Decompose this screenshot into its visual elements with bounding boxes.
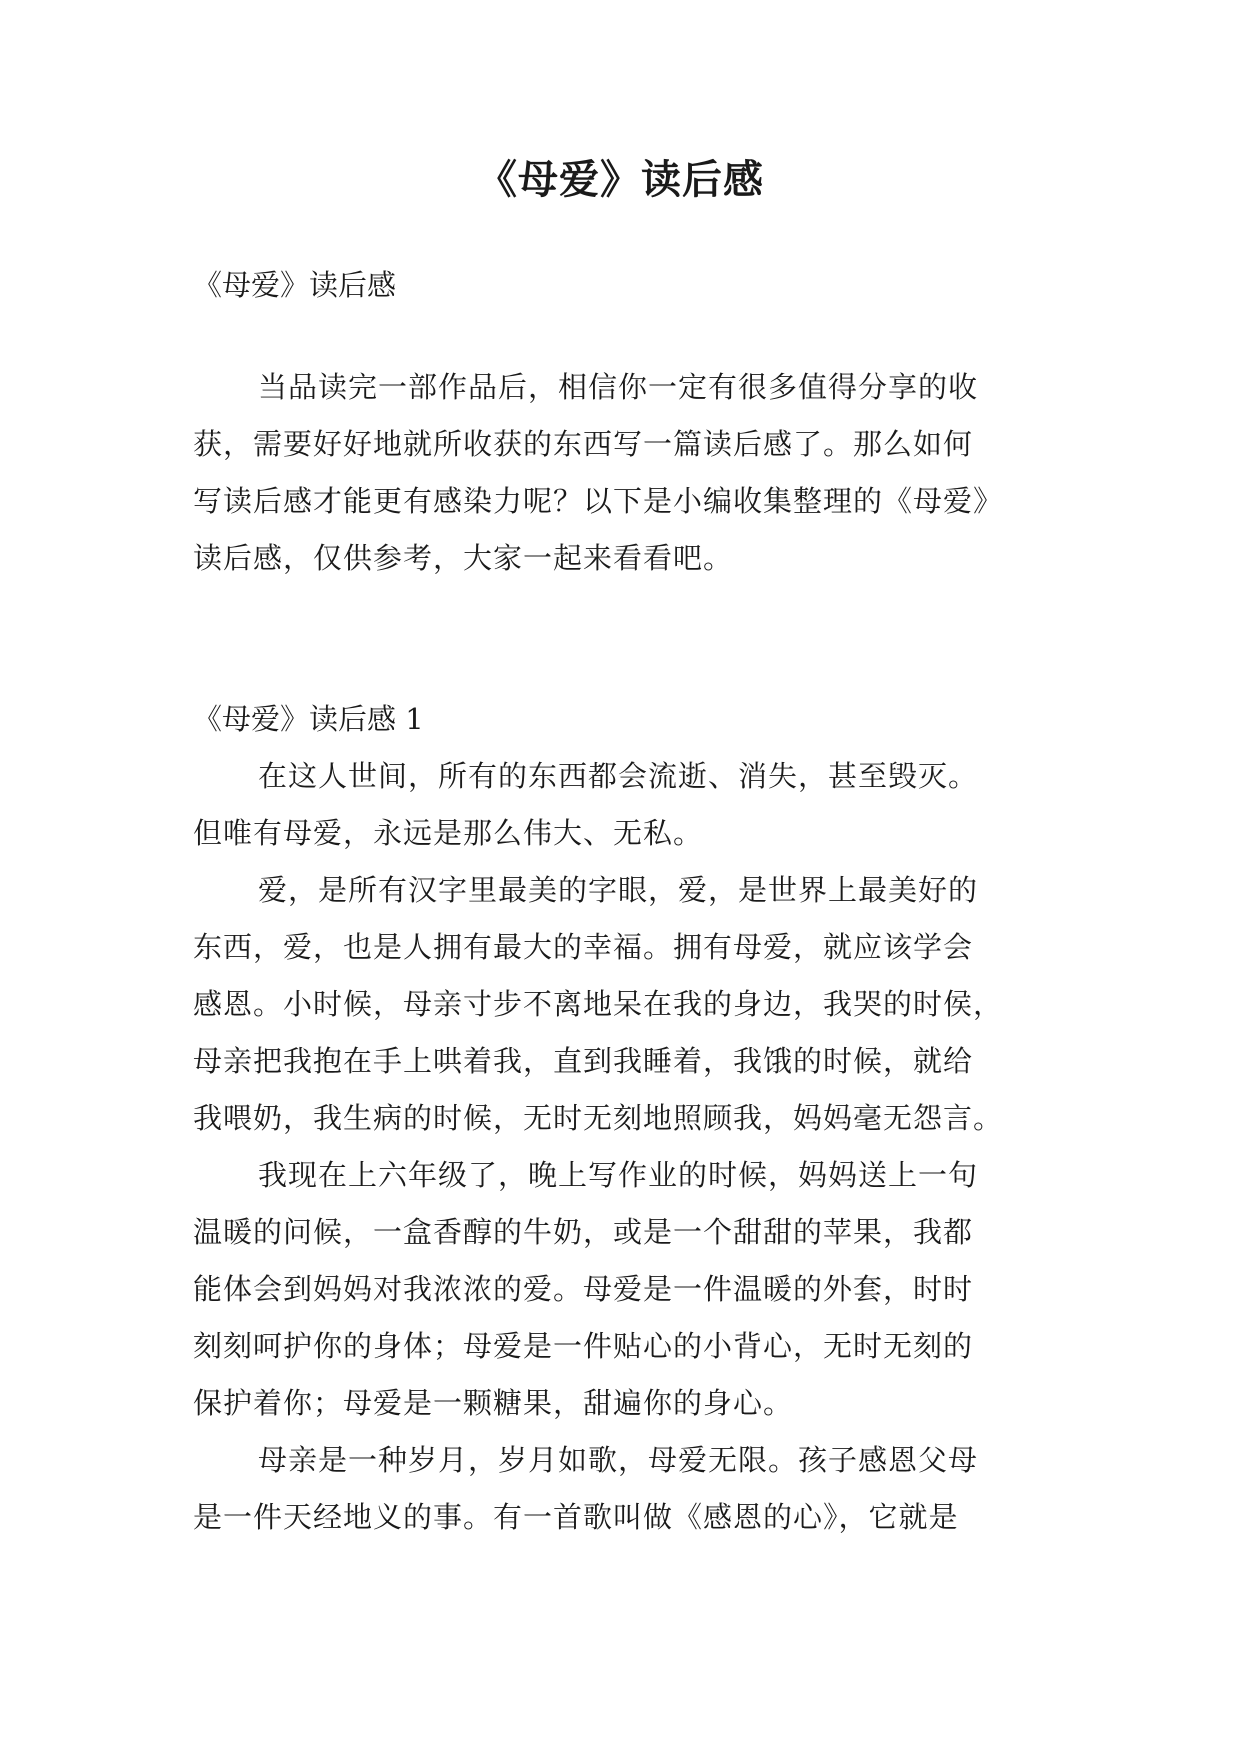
intro-line: 获，需要好好地就所收获的东西写一篇读后感了。那么如何: [193, 427, 974, 461]
body-line: 感恩。小时候，母亲寸步不离地呆在我的身边，我哭的时侯，: [193, 987, 1004, 1021]
intro-line: 当品读完一部作品后，相信你一定有很多值得分享的收: [258, 370, 979, 404]
body-line: 东西，爱，也是人拥有最大的幸福。拥有母爱，就应该学会: [193, 930, 974, 964]
body-line: 我现在上六年级了，晚上写作业的时候，妈妈送上一句: [258, 1158, 979, 1192]
body-line: 爱，是所有汉字里最美的字眼，爱，是世界上最美好的: [258, 873, 979, 907]
document-subtitle: 《母爱》读后感: [193, 268, 397, 302]
section-heading: 《母爱》读后感 1: [193, 702, 424, 736]
body-line: 在这人世间，所有的东西都会流逝、消失，甚至毁灭。: [258, 759, 979, 793]
body-line: 我喂奶，我生病的时候，无时无刻地照顾我，妈妈毫无怨言。: [193, 1101, 1004, 1135]
body-line: 能体会到妈妈对我浓浓的爱。母爱是一件温暖的外套，时时: [193, 1272, 974, 1306]
body-line: 保护着你；母爱是一颗糖果，甜遍你的身心。: [193, 1386, 794, 1420]
document-title: 《母爱》读后感: [477, 156, 764, 203]
body-line: 温暖的问候，一盒香醇的牛奶，或是一个甜甜的苹果，我都: [193, 1215, 974, 1249]
body-line: 母亲把我抱在手上哄着我，直到我睡着，我饿的时候，就给: [193, 1044, 974, 1078]
intro-line: 读后感，仅供参考，大家一起来看看吧。: [193, 541, 734, 575]
body-line: 是一件天经地义的事。有一首歌叫做《感恩的心》，它就是: [193, 1500, 959, 1534]
body-line: 但唯有母爱，永远是那么伟大、无私。: [193, 816, 704, 850]
body-line: 母亲是一种岁月，岁月如歌，母爱无限。孩子感恩父母: [258, 1443, 979, 1477]
intro-line: 写读后感才能更有感染力呢？以下是小编收集整理的《母爱》: [193, 484, 1004, 518]
body-line: 刻刻呵护你的身体；母爱是一件贴心的小背心，无时无刻的: [193, 1329, 974, 1363]
